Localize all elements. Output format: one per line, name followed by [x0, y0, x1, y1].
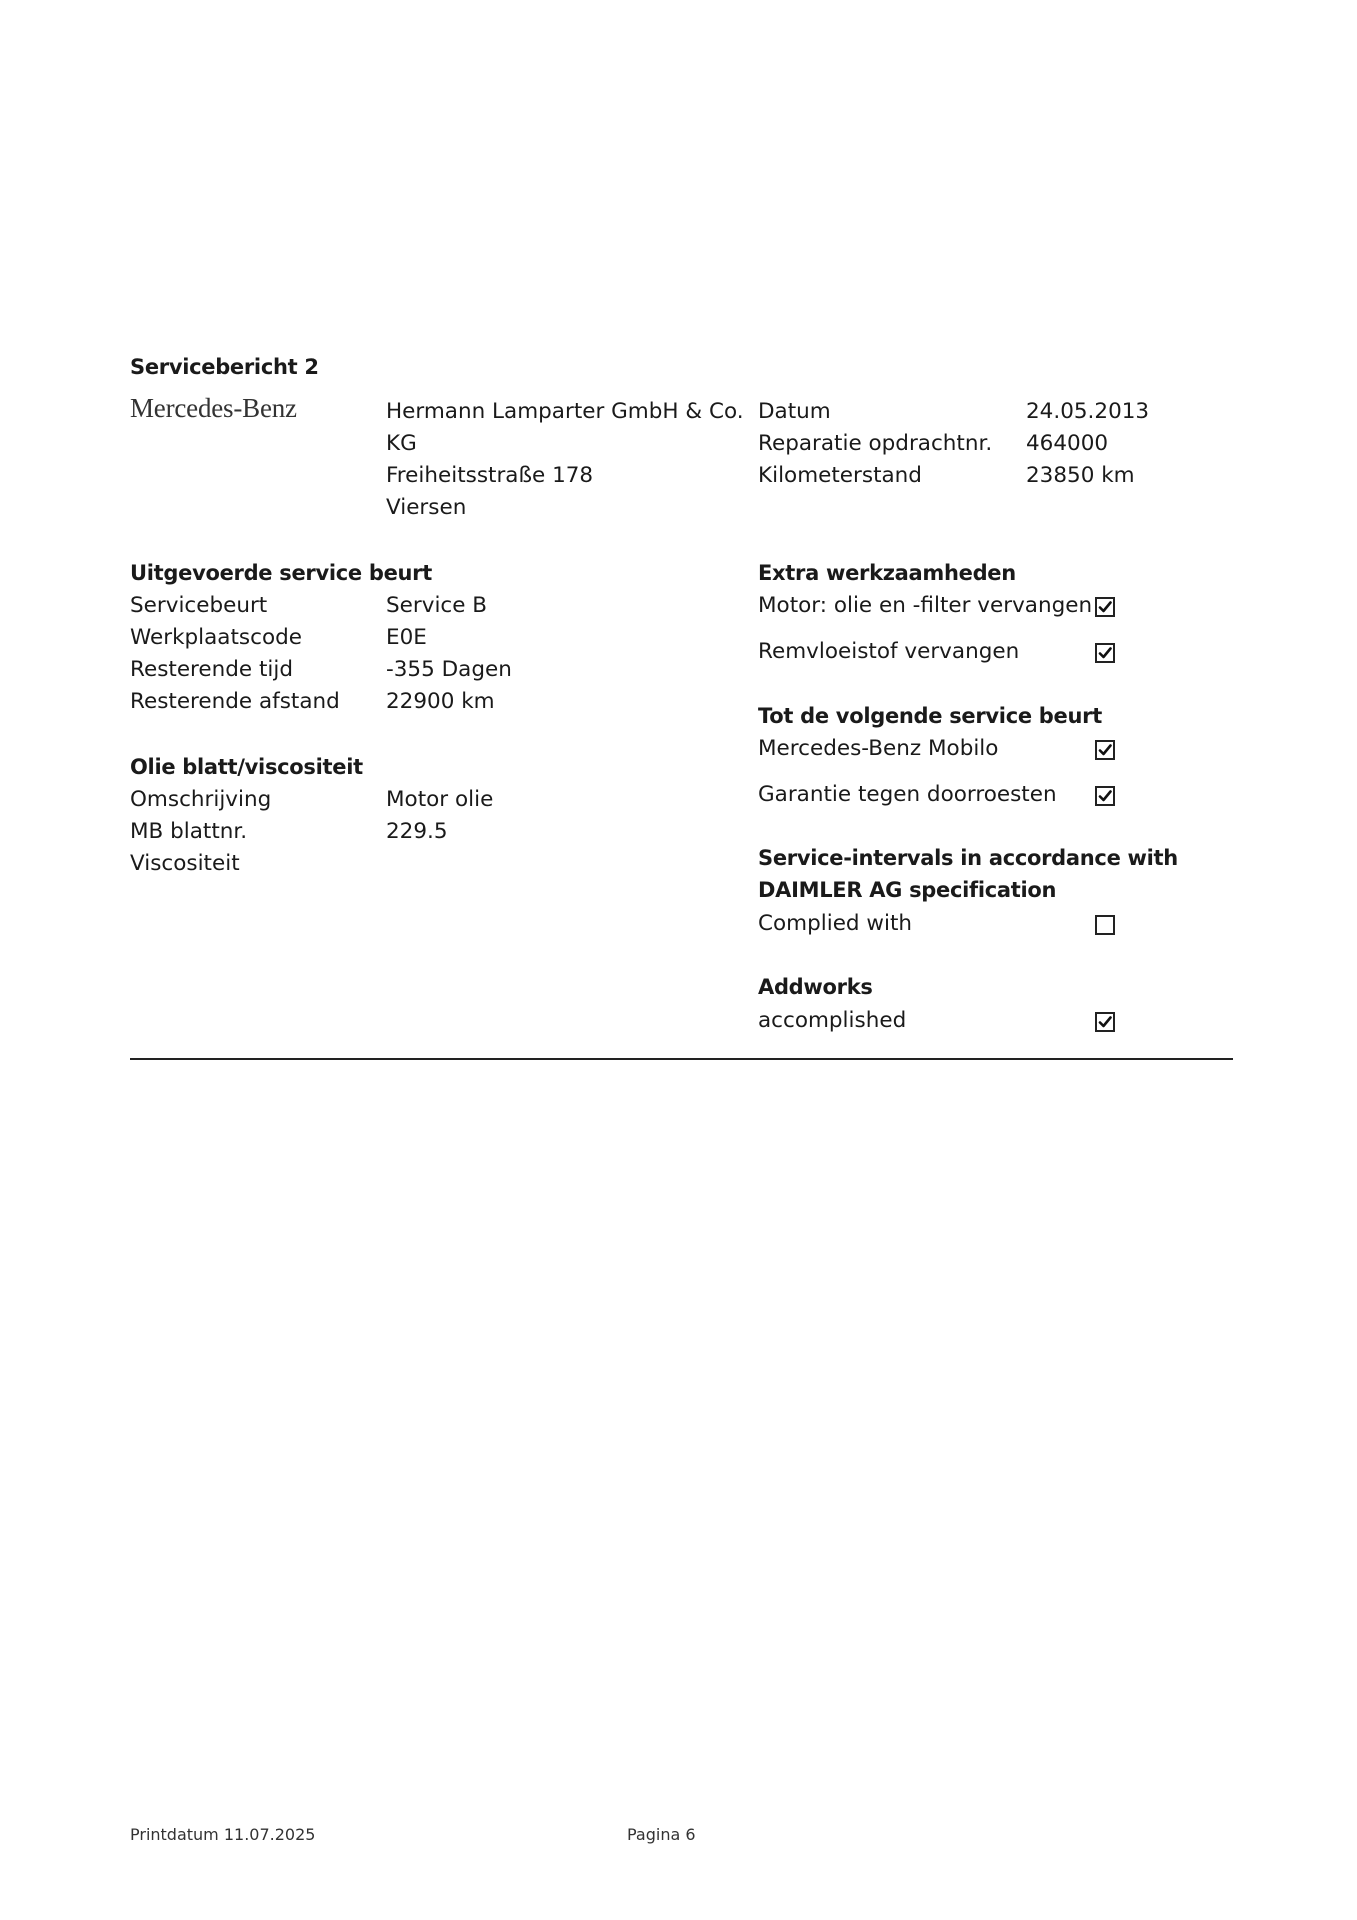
extra-work-item-label: Motor: olie en -filter vervangen	[758, 593, 1093, 618]
service-row-label: Werkplaatscode	[130, 625, 302, 650]
intervals-heading-line1: Service-intervals in accordance with	[758, 846, 1178, 870]
next-service-checkbox	[1095, 786, 1115, 806]
service-row-label: Servicebeurt	[130, 593, 268, 618]
brand-logo: Mercedes-Benz	[130, 393, 297, 423]
report-title: Servicebericht 2	[130, 355, 319, 379]
checkmark-icon	[1098, 789, 1112, 803]
service-row-label: Resterende tijd	[130, 657, 294, 682]
intervals-heading-line2: DAIMLER AG specification	[758, 878, 1057, 902]
extra-work-checkbox	[1095, 597, 1115, 617]
dealer-street: Freiheitsstraße 178	[386, 463, 594, 488]
page-number: Pagina 6	[627, 1825, 696, 1844]
dealer-city: Viersen	[386, 495, 467, 520]
service-heading: Uitgevoerde service beurt	[130, 561, 432, 585]
oil-row-value: Motor olie	[386, 787, 494, 812]
section-divider	[130, 1058, 1233, 1060]
extra-work-item-label: Remvloeistof vervangen	[758, 639, 1020, 664]
order-number-value: 464000	[1026, 431, 1109, 456]
checkmark-icon	[1098, 600, 1112, 614]
next-service-item-label: Mercedes-Benz Mobilo	[758, 736, 999, 761]
service-row-value: E0E	[386, 625, 427, 650]
dealer-name-line1: Hermann Lamparter GmbH & Co.	[386, 399, 744, 424]
mileage-label: Kilometerstand	[758, 463, 922, 488]
mileage-value: 23850 km	[1026, 463, 1135, 488]
addworks-heading: Addworks	[758, 975, 873, 999]
service-row-value: 22900 km	[386, 689, 495, 714]
oil-row-label: MB blattnr.	[130, 819, 248, 844]
intervals-item-label: Complied with	[758, 911, 913, 936]
date-label: Datum	[758, 399, 831, 424]
next-service-checkbox	[1095, 740, 1115, 760]
checkmark-icon	[1098, 743, 1112, 757]
service-row-value: -355 Dagen	[386, 657, 512, 682]
service-row-label: Resterende afstand	[130, 689, 340, 714]
next-service-item-label: Garantie tegen doorroesten	[758, 782, 1057, 807]
oil-heading: Olie blatt/viscositeit	[130, 755, 363, 779]
oil-row-value: 229.5	[386, 819, 448, 844]
date-value: 24.05.2013	[1026, 399, 1150, 424]
order-number-label: Reparatie opdrachtnr.	[758, 431, 993, 456]
checkmark-icon	[1098, 646, 1112, 660]
addworks-checkbox	[1095, 1012, 1115, 1032]
oil-row-label: Viscositeit	[130, 851, 240, 876]
extra-work-heading: Extra werkzaamheden	[758, 561, 1016, 585]
print-date: Printdatum 11.07.2025	[130, 1825, 316, 1844]
next-service-heading: Tot de volgende service beurt	[758, 704, 1102, 728]
oil-row-label: Omschrijving	[130, 787, 272, 812]
addworks-item-label: accomplished	[758, 1008, 907, 1033]
extra-work-checkbox	[1095, 643, 1115, 663]
checkmark-icon	[1098, 1015, 1112, 1029]
intervals-checkbox	[1095, 915, 1115, 935]
service-row-value: Service B	[386, 593, 488, 618]
dealer-name-line2: KG	[386, 431, 417, 456]
